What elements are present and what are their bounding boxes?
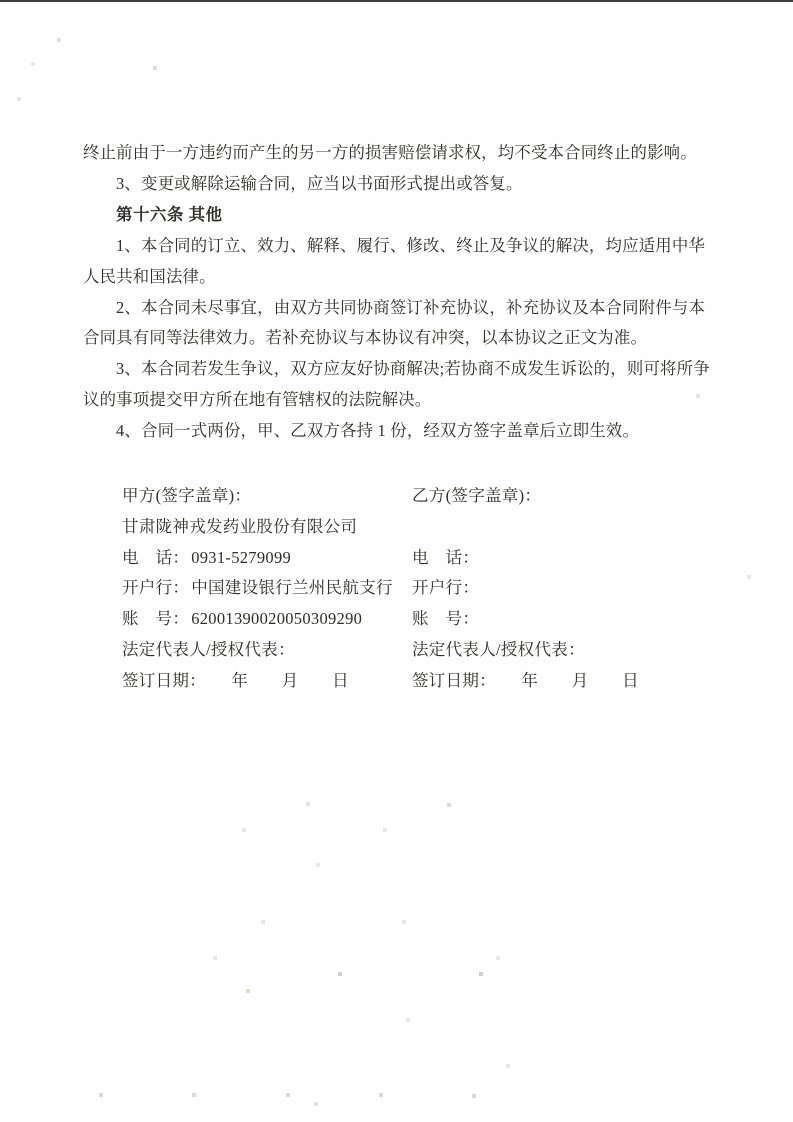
body-line-item-2a: 2、本合同未尽事宜，由双方共同协商签订补充协议，补充协议及本合同附件与本 — [116, 297, 706, 317]
party-b-phone-value — [479, 548, 481, 567]
party-a-account-row — [122, 604, 393, 635]
body-line-item-1a: 1、本合同的订立、效力、解释、履行、修改、终止及争议的解决，均应适用中华 — [116, 235, 706, 255]
body-line-item-2b: 合同具有同等法律效力。若补充协议与本协议有冲突，以本协议之正文为准。 — [83, 328, 648, 348]
party-b-account-value — [479, 609, 481, 628]
party-b-bank-value — [479, 578, 481, 597]
party-b-representative-value — [585, 640, 587, 659]
body-line-item-1b: 人民共和国法律。 — [83, 266, 216, 286]
contract-body-text — [83, 138, 743, 447]
party-a-header: 甲方(签字盖章)： — [122, 486, 252, 505]
party-a-phone-value: 0931-5279099 — [191, 547, 292, 567]
body-line-clause-3-change: 3、变更或解除运输合同，应当以书面形式提出或答复。 — [116, 173, 523, 193]
party-b-header: 乙方(签字盖章)： — [412, 486, 542, 505]
party-a-bank-value: 中国建设银行兰州民航支行 — [191, 578, 393, 598]
party-a-representative-value — [295, 640, 297, 659]
party-b-sign-date: 签订日期： 年 月 日 — [412, 670, 639, 690]
party-b-company — [412, 512, 639, 543]
body-line-damages-claim: 终止前由于一方违约而产生的另一方的损害赔偿请求权，均不受本合同终止的影响。 — [83, 143, 697, 162]
party-b-phone-label: 电 话： — [412, 547, 480, 567]
party-b-signature-block — [412, 481, 639, 697]
party-b-bank-label: 开户行： — [412, 578, 480, 598]
scan-top-edge-artifact — [0, 0, 793, 2]
party-a-representative-row — [122, 635, 393, 666]
party-a-bank-label: 开户行： — [122, 578, 190, 598]
party-b-representative-label: 法定代表人/授权代表： — [412, 639, 585, 659]
party-b-phone-row — [412, 543, 639, 574]
party-a-phone-row — [122, 543, 393, 574]
party-a-representative-label: 法定代表人/授权代表： — [122, 639, 295, 659]
party-b-account-label: 账 号： — [412, 609, 480, 629]
party-a-signature-block — [122, 481, 393, 697]
party-a-bank-row — [122, 573, 393, 604]
party-a-account-value: 62001390020050309290 — [191, 609, 363, 629]
scan-dust-speckles — [0, 0, 2, 2]
body-line-item-3a: 3、本合同若发生争议，双方应友好协商解决;若协商不成发生诉讼的，则可将所争 — [116, 359, 710, 379]
party-a-sign-date: 签订日期： 年 月 日 — [122, 670, 349, 690]
party-a-phone-label: 电 话： — [122, 547, 190, 567]
party-b-account-row — [412, 604, 639, 635]
party-b-bank-row — [412, 573, 639, 604]
body-line-item-3b: 议的事项提交甲方所在地有管辖权的法院解决。 — [83, 390, 432, 410]
party-a-company: 甘肃陇神戎发药业股份有限公司 — [122, 516, 358, 536]
clause-16-heading: 第十六条 其他 — [116, 204, 223, 224]
party-b-representative-row — [412, 635, 639, 666]
body-line-item-4: 4、合同一式两份，甲、乙双方各持 1 份，经双方签字盖章后立即生效。 — [116, 421, 640, 441]
party-a-account-label: 账 号： — [122, 609, 190, 629]
